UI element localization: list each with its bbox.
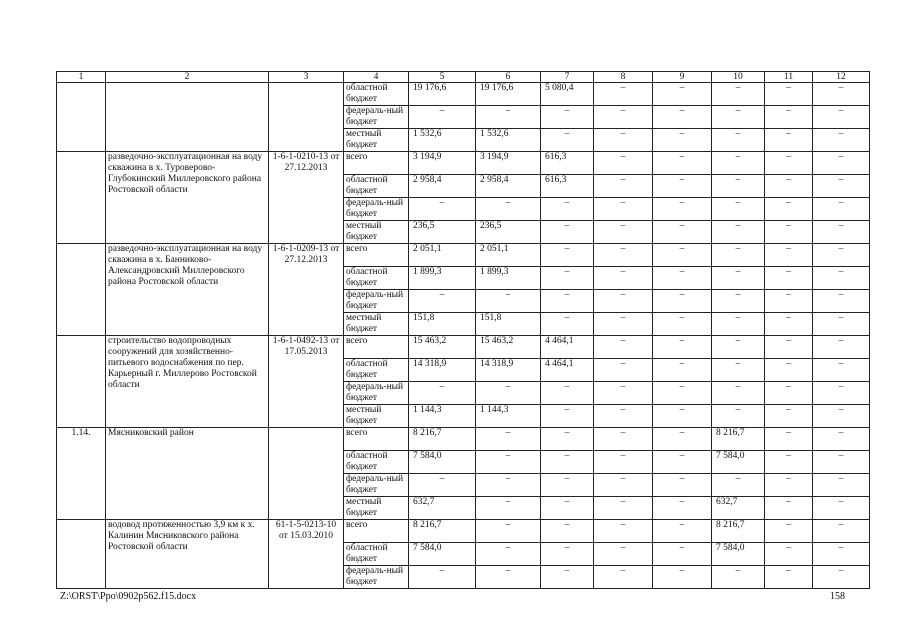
value-cell: – (765, 520, 813, 543)
value-cell: – (541, 198, 594, 221)
value-cell: 616,3 (541, 152, 594, 175)
value-cell: – (712, 336, 765, 359)
value-cell: 8 216,7 (409, 428, 476, 451)
value-cell: 2 958,4 (409, 175, 476, 198)
value-cell: – (409, 474, 476, 497)
value-cell: – (541, 405, 594, 428)
value-cell: – (813, 543, 870, 566)
value-cell: – (594, 474, 653, 497)
budget-type: федераль-ный бюджет (344, 566, 409, 589)
value-cell: 616,3 (541, 175, 594, 198)
budget-type: местный бюджет (344, 129, 409, 152)
value-cell: 7 584,0 (712, 451, 765, 474)
budget-type: областной бюджет (344, 451, 409, 474)
column-number: 5 (409, 72, 476, 83)
value-cell: 7 584,0 (409, 451, 476, 474)
value-cell: – (765, 474, 813, 497)
value-cell: – (594, 428, 653, 451)
value-cell: – (653, 428, 712, 451)
value-cell: – (594, 175, 653, 198)
value-cell: – (476, 474, 541, 497)
value-cell: – (476, 290, 541, 313)
value-cell: 1 144,3 (476, 405, 541, 428)
header-row (57, 72, 870, 83)
value-cell: – (594, 129, 653, 152)
table-row (57, 428, 870, 451)
value-cell: – (813, 106, 870, 129)
value-cell: – (476, 428, 541, 451)
budget-type: всего (344, 152, 409, 175)
value-cell: – (765, 267, 813, 290)
value-cell: – (712, 175, 765, 198)
value-cell: – (813, 198, 870, 221)
value-cell: – (541, 221, 594, 244)
value-cell: – (765, 497, 813, 520)
object-name: Мясниковский район (106, 428, 269, 520)
value-cell: 14 318,9 (409, 359, 476, 382)
value-cell: – (653, 405, 712, 428)
value-cell: – (594, 336, 653, 359)
value-cell: 15 463,2 (409, 336, 476, 359)
value-cell: – (765, 152, 813, 175)
value-cell: – (813, 290, 870, 313)
value-cell: – (765, 382, 813, 405)
budget-type: областной бюджет (344, 175, 409, 198)
budget-type: всего (344, 244, 409, 267)
value-cell: – (594, 244, 653, 267)
value-cell: – (594, 405, 653, 428)
object-name: водовод протяженностью 3,9 км к х. Калинин Мясниковского района Ростовской области (106, 520, 269, 589)
budget-type: областной бюджет (344, 359, 409, 382)
value-cell: – (813, 405, 870, 428)
value-cell: 7 584,0 (712, 543, 765, 566)
value-cell: – (653, 474, 712, 497)
value-cell: 1 144,3 (409, 405, 476, 428)
value-cell: – (541, 382, 594, 405)
value-cell: – (765, 405, 813, 428)
value-cell: – (653, 382, 712, 405)
value-cell: – (594, 290, 653, 313)
column-number: 1 (57, 72, 106, 83)
value-cell: – (813, 566, 870, 589)
value-cell: – (409, 106, 476, 129)
object-name: разведочно-эксплуатационная на воду скважина в х. Банниково-Александровский Миллеровского района Ростовской области (106, 244, 269, 336)
value-cell: – (541, 267, 594, 290)
value-cell: – (712, 83, 765, 106)
value-cell: – (476, 520, 541, 543)
value-cell: – (594, 382, 653, 405)
value-cell: – (765, 244, 813, 267)
value-cell: – (541, 290, 594, 313)
value-cell: – (541, 497, 594, 520)
value-cell: – (712, 405, 765, 428)
value-cell: – (712, 152, 765, 175)
budget-type: областной бюджет (344, 83, 409, 106)
value-cell: 3 194,9 (476, 152, 541, 175)
value-cell: – (765, 106, 813, 129)
budget-type: местный бюджет (344, 221, 409, 244)
table-row (57, 244, 870, 267)
value-cell: – (813, 428, 870, 451)
value-cell: 8 216,7 (409, 520, 476, 543)
document-path: Z:\ORST\Ppo\0902p562.f15.docx (60, 591, 197, 602)
budget-type: местный бюджет (344, 405, 409, 428)
value-cell: – (409, 290, 476, 313)
value-cell: – (813, 451, 870, 474)
value-cell: – (653, 313, 712, 336)
value-cell: – (653, 497, 712, 520)
value-cell: – (653, 221, 712, 244)
value-cell: – (765, 221, 813, 244)
value-cell: – (712, 244, 765, 267)
object-name (106, 83, 269, 152)
item-number (57, 520, 106, 589)
value-cell: – (813, 497, 870, 520)
value-cell: 2 958,4 (476, 175, 541, 198)
value-cell: – (765, 451, 813, 474)
expertise-number: 1-6-1-0492-13 от 17.05.2013 (269, 336, 344, 428)
item-number (57, 152, 106, 244)
value-cell: – (813, 129, 870, 152)
value-cell: – (653, 451, 712, 474)
column-number: 8 (594, 72, 653, 83)
budget-type: областной бюджет (344, 267, 409, 290)
value-cell: – (541, 313, 594, 336)
value-cell: – (712, 221, 765, 244)
column-number: 7 (541, 72, 594, 83)
value-cell: – (541, 566, 594, 589)
value-cell: 3 194,9 (409, 152, 476, 175)
value-cell: 236,5 (409, 221, 476, 244)
value-cell: – (765, 566, 813, 589)
column-number: 11 (765, 72, 813, 83)
column-number: 6 (476, 72, 541, 83)
column-number: 10 (712, 72, 765, 83)
value-cell: – (765, 129, 813, 152)
budget-type: федераль-ный бюджет (344, 474, 409, 497)
expertise-number (269, 428, 344, 520)
value-cell: – (712, 382, 765, 405)
budget-type: федераль-ный бюджет (344, 198, 409, 221)
value-cell: – (594, 83, 653, 106)
budget-type: всего (344, 428, 409, 451)
value-cell: – (409, 566, 476, 589)
value-cell: – (541, 474, 594, 497)
value-cell: – (813, 313, 870, 336)
value-cell: – (594, 451, 653, 474)
value-cell: – (409, 198, 476, 221)
value-cell: – (653, 175, 712, 198)
budget-type: местный бюджет (344, 497, 409, 520)
value-cell: – (594, 566, 653, 589)
value-cell: – (712, 267, 765, 290)
column-number: 12 (813, 72, 870, 83)
budget-type: федераль-ный бюджет (344, 382, 409, 405)
page-number: 158 (830, 591, 845, 602)
value-cell: – (712, 313, 765, 336)
column-number: 9 (653, 72, 712, 83)
value-cell: – (765, 290, 813, 313)
value-cell: – (594, 359, 653, 382)
value-cell: – (813, 336, 870, 359)
value-cell: 2 051,1 (476, 244, 541, 267)
value-cell: – (541, 451, 594, 474)
value-cell: – (476, 106, 541, 129)
value-cell: 14 318,9 (476, 359, 541, 382)
value-cell: – (712, 198, 765, 221)
budget-type: местный бюджет (344, 313, 409, 336)
budget-type: федераль-ный бюджет (344, 106, 409, 129)
value-cell: 2 051,1 (409, 244, 476, 267)
value-cell: 19 176,6 (409, 83, 476, 106)
value-cell: – (712, 290, 765, 313)
value-cell: – (765, 543, 813, 566)
object-name: разведочно-эксплуатационная на воду скважина в х. Туроверово-Глубокинский Миллеровского района Ростовской области (106, 152, 269, 244)
value-cell: – (765, 198, 813, 221)
value-cell: – (653, 83, 712, 106)
expertise-number (269, 83, 344, 152)
value-cell: – (712, 129, 765, 152)
value-cell: – (653, 152, 712, 175)
value-cell: – (813, 244, 870, 267)
value-cell: – (653, 106, 712, 129)
budget-type: федераль-ный бюджет (344, 290, 409, 313)
value-cell: – (813, 474, 870, 497)
value-cell: – (813, 267, 870, 290)
value-cell: – (765, 428, 813, 451)
value-cell: 4 464,1 (541, 336, 594, 359)
value-cell: – (765, 313, 813, 336)
budget-table (56, 71, 870, 589)
value-cell: – (813, 520, 870, 543)
value-cell: – (541, 244, 594, 267)
budget-type: областной бюджет (344, 543, 409, 566)
value-cell: – (594, 152, 653, 175)
table-row (57, 152, 870, 175)
value-cell: – (594, 106, 653, 129)
value-cell: – (765, 175, 813, 198)
value-cell: – (594, 520, 653, 543)
value-cell: – (541, 106, 594, 129)
value-cell: – (813, 382, 870, 405)
value-cell: – (476, 543, 541, 566)
value-cell: – (476, 198, 541, 221)
table-row (57, 336, 870, 359)
value-cell: 8 216,7 (712, 428, 765, 451)
budget-type: всего (344, 336, 409, 359)
value-cell: – (541, 543, 594, 566)
value-cell: 1 532,6 (409, 129, 476, 152)
object-name: строительство водопроводных сооружений для хозяйственно-питьевого водоснабжения по пер. Карьерный г. Миллерово Ростовской области (106, 336, 269, 428)
value-cell: 5 080,4 (541, 83, 594, 106)
expertise-number: 1-6-1-0210-13 от 27.12.2013 (269, 152, 344, 244)
value-cell: – (594, 543, 653, 566)
value-cell: – (712, 106, 765, 129)
value-cell: 151,8 (409, 313, 476, 336)
value-cell: 236,5 (476, 221, 541, 244)
value-cell: – (653, 359, 712, 382)
value-cell: 1 899,3 (476, 267, 541, 290)
value-cell: 632,7 (712, 497, 765, 520)
value-cell: 151,8 (476, 313, 541, 336)
value-cell: – (813, 175, 870, 198)
value-cell: – (594, 221, 653, 244)
item-number: 1.14. (57, 428, 106, 520)
value-cell: – (813, 221, 870, 244)
column-number: 2 (106, 72, 269, 83)
value-cell: – (813, 359, 870, 382)
value-cell: 632,7 (409, 497, 476, 520)
value-cell: – (653, 336, 712, 359)
value-cell: – (594, 198, 653, 221)
value-cell: – (765, 359, 813, 382)
value-cell: – (653, 566, 712, 589)
value-cell: – (541, 428, 594, 451)
value-cell: – (712, 566, 765, 589)
value-cell: – (765, 83, 813, 106)
value-cell: – (813, 152, 870, 175)
value-cell: – (813, 83, 870, 106)
value-cell: – (653, 543, 712, 566)
value-cell: – (653, 244, 712, 267)
value-cell: – (765, 336, 813, 359)
value-cell: 1 532,6 (476, 129, 541, 152)
value-cell: – (476, 566, 541, 589)
value-cell: – (541, 520, 594, 543)
expertise-number: 61-1-5-0213-10 от 15.03.2010 (269, 520, 344, 589)
value-cell: – (653, 198, 712, 221)
table-row (57, 83, 870, 106)
value-cell: 8 216,7 (712, 520, 765, 543)
value-cell: – (653, 267, 712, 290)
value-cell: 15 463,2 (476, 336, 541, 359)
value-cell: 1 899,3 (409, 267, 476, 290)
value-cell: – (476, 382, 541, 405)
value-cell: – (409, 382, 476, 405)
value-cell: – (541, 129, 594, 152)
value-cell: – (594, 313, 653, 336)
value-cell: 7 584,0 (409, 543, 476, 566)
value-cell: 4 464,1 (541, 359, 594, 382)
value-cell: – (653, 129, 712, 152)
value-cell: 19 176,6 (476, 83, 541, 106)
item-number (57, 244, 106, 336)
item-number (57, 336, 106, 428)
value-cell: – (594, 267, 653, 290)
item-number (57, 83, 106, 152)
table-row (57, 520, 870, 543)
column-number: 4 (344, 72, 409, 83)
value-cell: – (712, 359, 765, 382)
expertise-number: 1-6-1-0209-13 от 27.12.2013 (269, 244, 344, 336)
value-cell: – (653, 290, 712, 313)
value-cell: – (476, 497, 541, 520)
budget-type: всего (344, 520, 409, 543)
value-cell: – (476, 451, 541, 474)
column-number: 3 (269, 72, 344, 83)
value-cell: – (594, 497, 653, 520)
value-cell: – (712, 474, 765, 497)
value-cell: – (653, 520, 712, 543)
